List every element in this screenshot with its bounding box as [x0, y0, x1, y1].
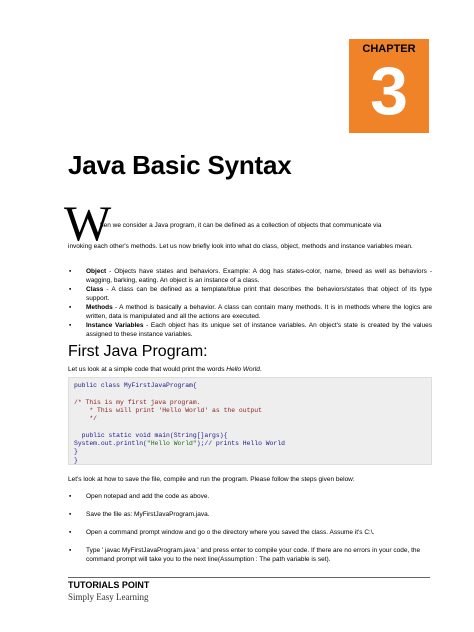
- code-string: "Hello World": [146, 440, 197, 448]
- code-line: }: [74, 456, 78, 464]
- list-item: [68, 546, 432, 564]
- term: Class: [86, 286, 104, 293]
- bullet-icon: ▪: [69, 547, 72, 554]
- step-text: Type ' javac MyFirstJavaProgram.java ' and press enter to compile your code. If there are no errors in your code, the command prompt will take you to the next line(Assumption : The path variable is set).: [86, 547, 421, 563]
- definition: - A class can be defined as a template/blue print that describes the behaviors/states that object of its type support.: [86, 286, 432, 302]
- definition-list: [68, 267, 432, 339]
- bullet-icon: ▪: [69, 493, 72, 500]
- code-line: [74, 423, 426, 431]
- code-comment: * This will print 'Hello World' as the output: [74, 406, 262, 414]
- definition: - A method is basically a behavior. A class can contain many methods. It is in methods where the logics are written, data is manipulated and all the actions are executed.: [86, 304, 432, 320]
- bullet-icon: ▪: [69, 268, 72, 275]
- code-line: [74, 440, 426, 448]
- code-token: );// prints Hello World: [196, 440, 285, 448]
- lead-suffix: .: [259, 366, 262, 373]
- page-title: Java Basic Syntax: [68, 150, 292, 180]
- section-lead: [68, 366, 262, 373]
- definition: - Objects have states and behaviors. Example: A dog has states-color, name, breed as well as behaviors -wagging, barking, eating. An object is an instance of a class.: [86, 268, 432, 284]
- code-token: System.out.println(: [74, 440, 147, 448]
- step-text: Open notepad and add the code as above.: [86, 493, 210, 500]
- term: Methods: [86, 304, 113, 311]
- code-line: public static void main(String[]args){: [74, 431, 228, 439]
- bullet-icon: ▪: [69, 286, 72, 293]
- steps-intro: Let's look at how to save the file, compile and run the program. Please follow the steps given below:: [68, 476, 355, 483]
- list-item: [68, 285, 432, 303]
- list-item: [68, 303, 432, 321]
- definition: - Each object has its unique set of instance variables. An object's state is created by the values assigned to these instance variables.: [86, 322, 432, 338]
- step-text: Open a command prompt window and go o the directory where you saved the class. Assume it's C:\.: [86, 529, 375, 536]
- code-block: [68, 377, 432, 465]
- code-line: }: [74, 448, 78, 456]
- list-item: [68, 528, 432, 537]
- chapter-number: 3: [370, 53, 408, 129]
- step-text: Save the file as: MyFirstJavaProgram.java.: [86, 511, 210, 518]
- lead-emphasis: Hello World: [226, 366, 260, 373]
- list-item: [68, 321, 432, 339]
- bullet-icon: ▪: [69, 304, 72, 311]
- term: Object: [86, 268, 107, 275]
- chapter-badge: [349, 39, 429, 133]
- bullet-icon: ▪: [69, 511, 72, 518]
- footer-tagline: Simply Easy Learning: [68, 592, 149, 602]
- section-heading: First Java Program:: [68, 343, 208, 360]
- intro-first-line: hen we consider a Java program, it can be defined as a collection of objects that communicate via: [100, 222, 382, 229]
- code-comment: /* This is my first java program.: [74, 398, 201, 406]
- term: Instance Variables: [86, 322, 144, 329]
- bullet-icon: ▪: [69, 322, 72, 329]
- list-item: [68, 267, 432, 285]
- drop-cap: W: [64, 195, 112, 251]
- list-item: [68, 492, 432, 501]
- chapter-label: CHAPTER: [362, 43, 416, 55]
- footer-divider: [68, 577, 430, 578]
- steps-list: [68, 492, 432, 573]
- footer-brand: TUTORIALS POINT: [68, 580, 150, 590]
- code-line: public class MyFirstJavaProgram{: [74, 382, 197, 389]
- lead-text: Let us look at a simple code that would print the words: [68, 366, 227, 373]
- code-comment: */: [74, 415, 98, 423]
- code-line: [74, 390, 426, 398]
- bullet-icon: ▪: [69, 529, 72, 536]
- intro-paragraph: invoking each other's methods. Let us now briefly look into what do class, object, methods and instance variables mean.: [68, 243, 413, 250]
- list-item: [68, 510, 432, 519]
